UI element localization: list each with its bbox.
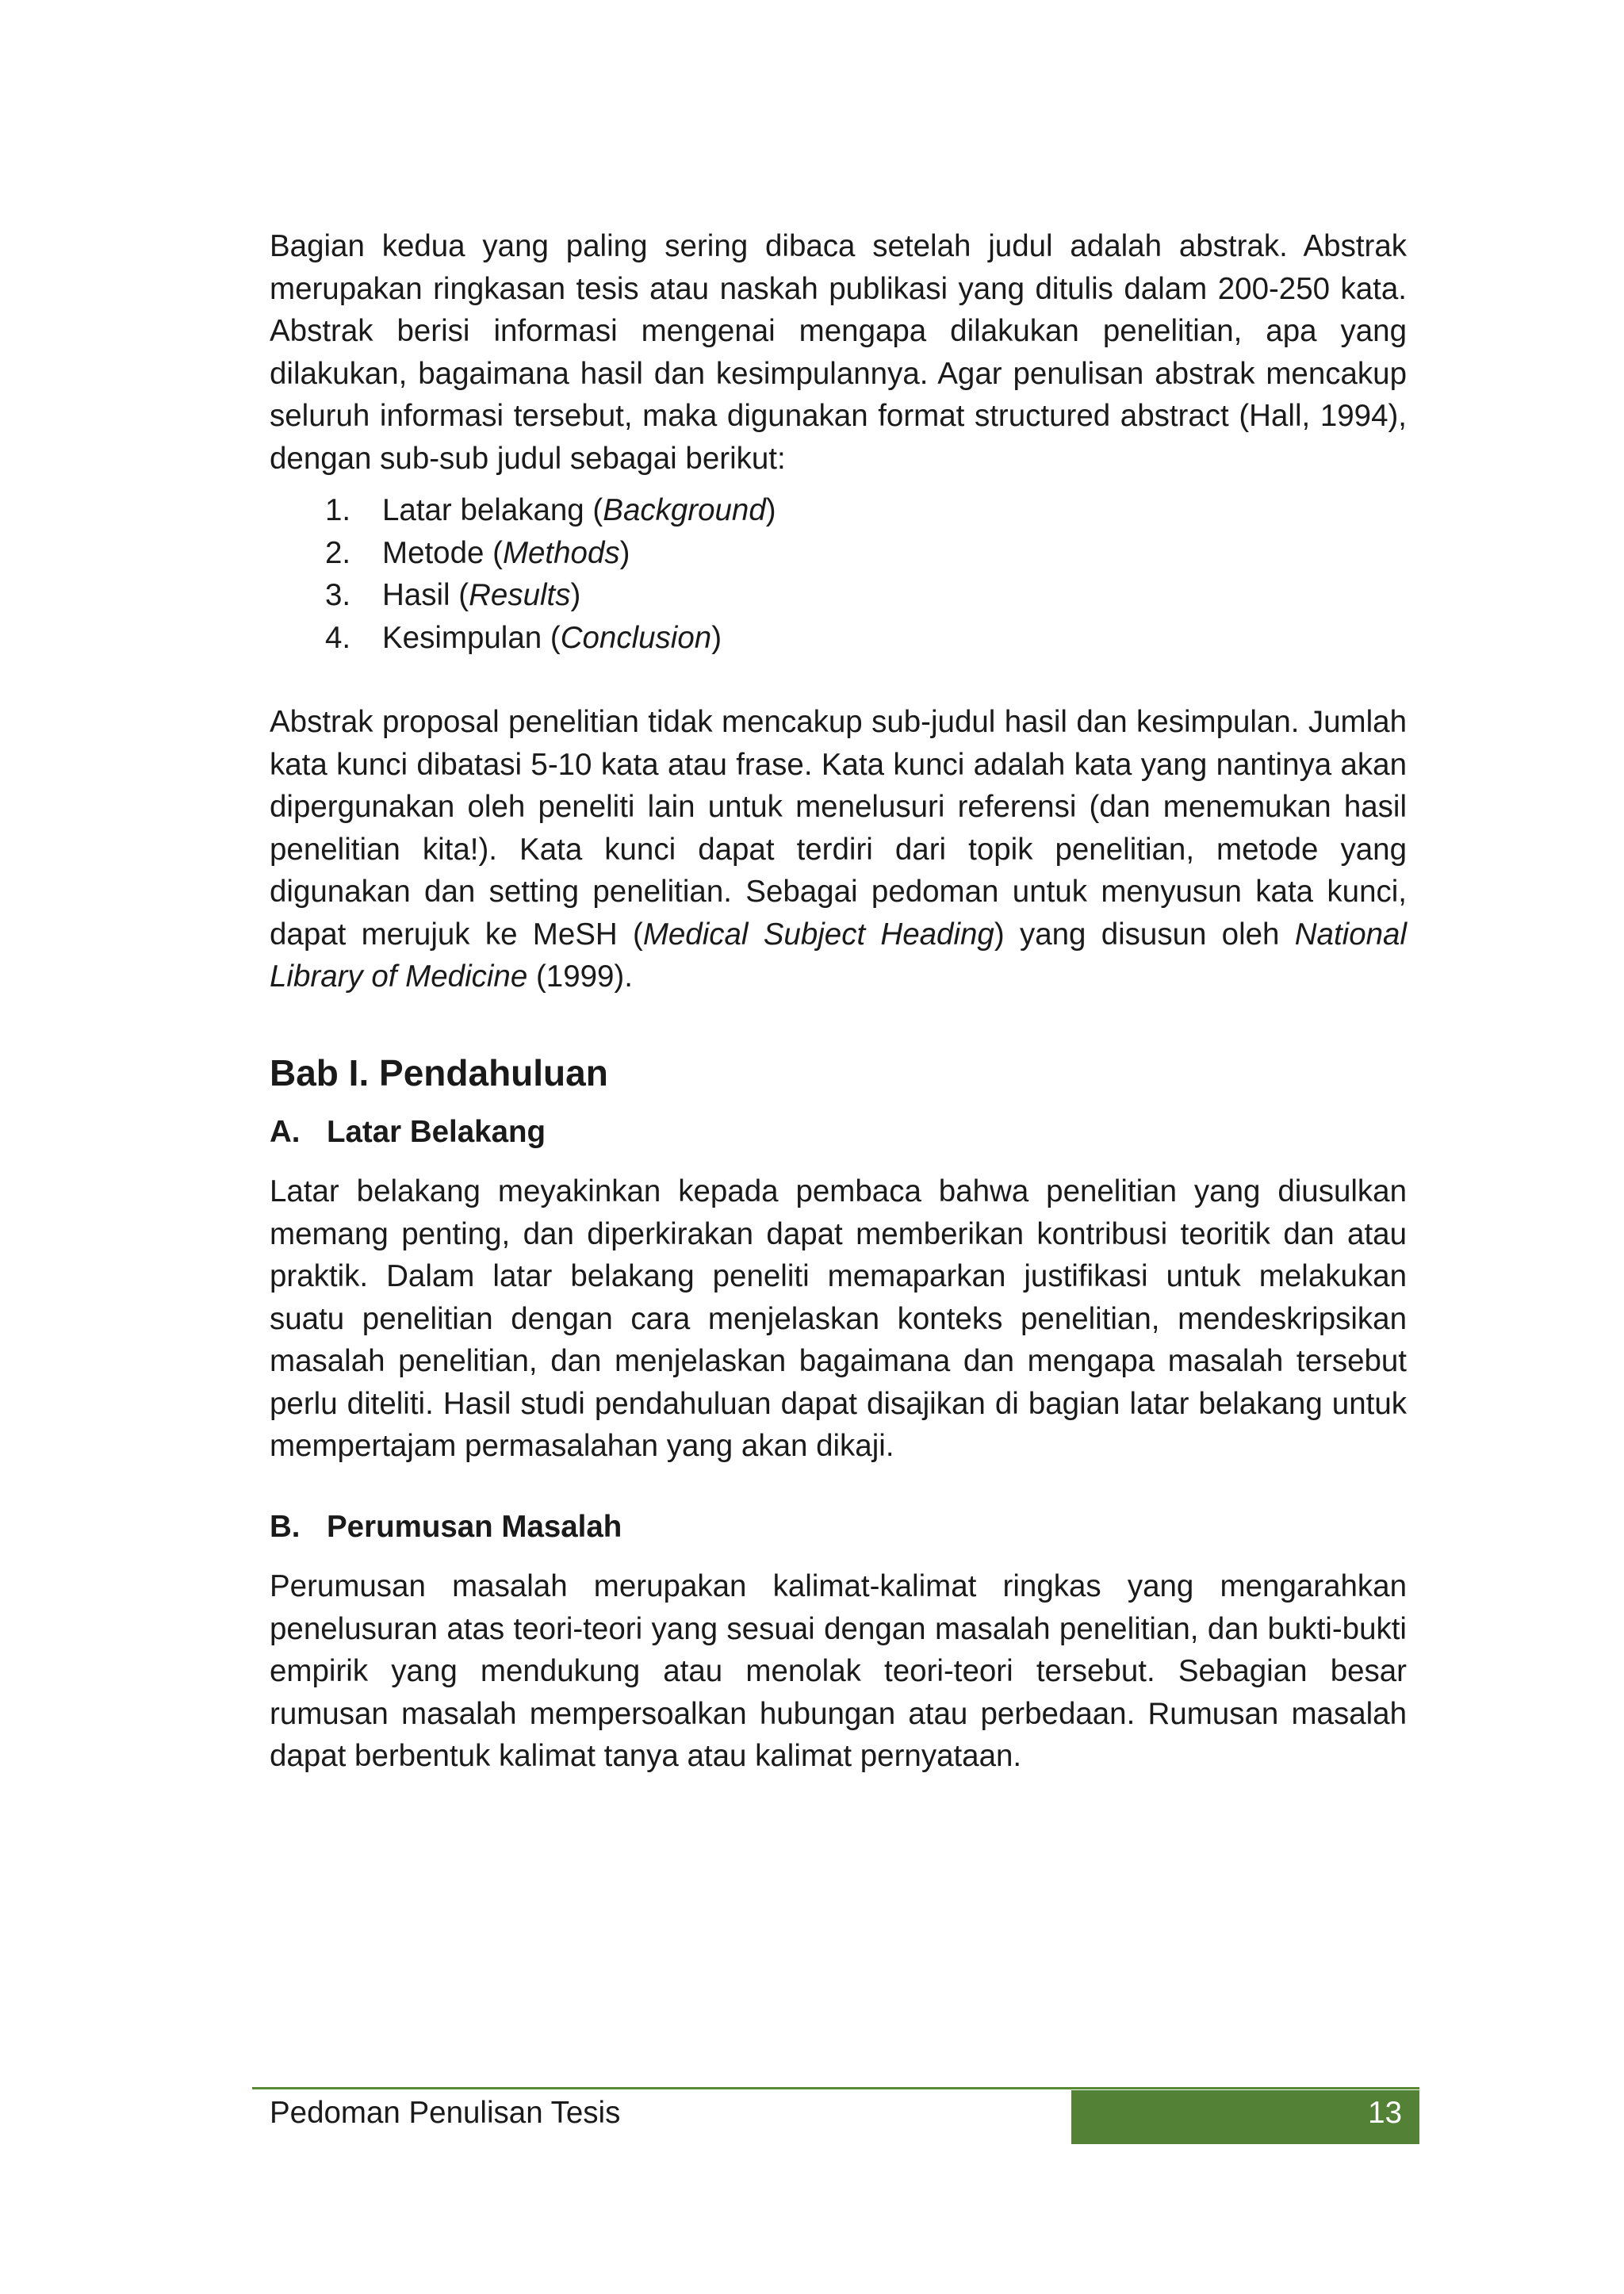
list-item-text: Kesimpulan (Conclusion): [382, 620, 722, 655]
list-item-number: 3.: [325, 578, 351, 612]
list-item-label: Metode: [382, 535, 485, 570]
section-heading: [270, 1111, 1407, 1154]
section-letter: A.: [270, 1114, 301, 1149]
section-letter: B.: [270, 1509, 301, 1544]
chapter-title: Bab I. Pendahuluan: [270, 1051, 608, 1093]
page-number: 13: [1368, 2096, 1402, 2130]
section-body: Perumusan masalah merupakan kalimat-kalimat ringkas yang mengarahkan penelusuran atas teori-teori yang sesuai dengan masalah penelitian, dan bukti-bukti empirik yang mendukung atau menolak teori-teori tersebut. Sebagian besar rumusan masalah mempersoalkan hubungan atau perbedaan. Rumusan masalah dapat berbentuk kalimat tanya atau kalimat pernyataan.: [270, 1569, 1407, 1773]
list-item: [270, 574, 1407, 617]
intro-paragraph: Bagian kedua yang paling sering dibaca setelah judul adalah abstrak. Abstrak merupakan ringkasan tesis atau naskah publikasi yang ditulis dalam 200-250 kata. Abstrak berisi informasi mengenai mengapa dilakukan penelitian, apa yang dilakukan, bagaimana hasil dan kesimpulannya. Agar penulisan abstrak mencakup seluruh informasi tersebut, maka digunakan format structured abstract (Hall, 1994), dengan sub-sub judul sebagai berikut:: [270, 229, 1407, 476]
list-item-label: Hasil: [382, 578, 450, 612]
section-heading: [270, 1506, 1407, 1549]
list-item-english: Results: [469, 578, 571, 612]
footer-rule: [252, 2087, 1419, 2089]
list-item: [270, 532, 1407, 575]
keywords-text: Abstrak proposal penelitian tidak mencakup sub-judul hasil dan kesimpulan. Jumlah kata kunci dibatasi 5-10 kata atau frase. Kata kunci adalah kata yang nantinya akan dipergunakan oleh peneliti lain untuk menelusuri referensi (dan menemukan hasil penelitian kita!). Kata kunci dapat terdiri dari topik penelitian, metode yang digunakan dan setting penelitian. Sebagai pedoman untuk menyusun kata kunci, dapat merujuk ke MeSH (: [270, 705, 1407, 952]
keywords-paragraph: [270, 701, 1407, 998]
list-item-english: Methods: [502, 535, 620, 570]
footer-title: Pedoman Penulisan Tesis: [270, 2096, 621, 2130]
page-footer: [252, 2087, 1419, 2144]
list-item: [270, 489, 1407, 532]
page-number-box: [1071, 2090, 1419, 2144]
mesh-term: Medical Subject Heading: [642, 917, 994, 952]
section-body: Latar belakang meyakinkan kepada pembaca bahwa penelitian yang diusulkan memang penting, dan diperkirakan dapat memberikan kontribusi teoritik dan atau praktik. Dalam latar belakang peneliti memaparkan justifikasi untuk melakukan suatu penelitian dengan cara menjelaskan konteks penelitian, mendeskripsikan masalah penelitian, dan menjelaskan bagaimana dan mengapa masalah tersebut perlu diteliti. Hasil studi pendahuluan dapat disajikan di bagian latar belakang untuk mempertajam permasalahan yang akan dikaji.: [270, 1174, 1407, 1463]
keywords-text: ) yang disusun oleh: [994, 917, 1295, 952]
list-item-english: Background: [603, 493, 766, 527]
page-content: [270, 225, 1407, 1778]
list-item-number: 2.: [325, 535, 351, 570]
list-item-number: 4.: [325, 620, 351, 655]
list-item: [270, 617, 1407, 660]
nlm-term: National Library of Medicine: [270, 917, 1408, 994]
section-title: Perumusan Masalah: [327, 1509, 622, 1544]
keywords-text: (1999).: [527, 959, 633, 994]
section-title: Latar Belakang: [327, 1114, 546, 1149]
list-item-text: Metode (Methods): [382, 535, 630, 570]
abstract-subheading-list: [270, 489, 1407, 659]
list-item-text: Hasil (Results): [382, 578, 581, 612]
list-item-number: 1.: [325, 493, 351, 527]
list-item-text: Latar belakang (Background): [382, 493, 776, 527]
list-item-label: Kesimpulan: [382, 620, 542, 655]
list-item-english: Conclusion: [560, 620, 712, 655]
list-item-label: Latar belakang: [382, 493, 584, 527]
